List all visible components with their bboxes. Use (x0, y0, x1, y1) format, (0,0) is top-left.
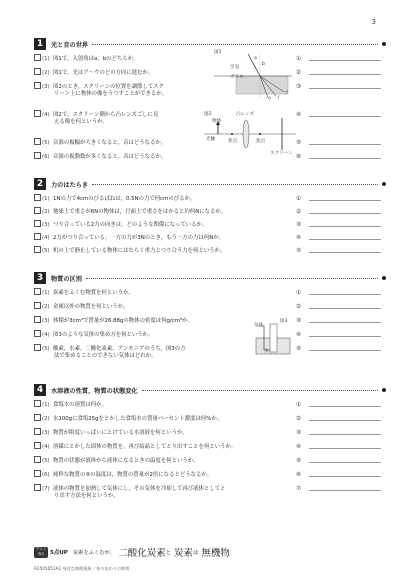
answer-field-4-7[interactable]: ⑦ (296, 484, 386, 492)
question-4-1: (1) 食塩水の溶質は何か。 (34, 400, 296, 409)
direction-u-label: ウ (267, 97, 272, 102)
section-3 (34, 272, 386, 372)
answer-field-1-2[interactable]: ② (296, 68, 386, 76)
section-title: 水溶液の性質，物質の状態変化 (51, 387, 138, 395)
checkbox[interactable] (34, 152, 41, 159)
document-code: R2505051A2 身近な物理現象／身のまわりの物質 (34, 566, 130, 571)
answer-field-2-3[interactable]: ③ (296, 220, 386, 228)
checkbox[interactable] (34, 194, 41, 201)
answer-field-3-2[interactable]: ② (296, 302, 386, 310)
answer-field-1-3[interactable]: ③ (296, 82, 386, 90)
checkbox[interactable] (34, 456, 41, 463)
answer-field-2-5[interactable]: ⑤ (296, 246, 386, 254)
section-number: 1 (34, 38, 46, 50)
checkbox[interactable] (34, 484, 41, 491)
answer-field-1-4[interactable]: ④ (296, 110, 386, 118)
bullet-dot (382, 182, 386, 186)
figure-3-label: 図3 (280, 319, 288, 324)
checkbox[interactable] (34, 207, 41, 214)
answer-field-4-5[interactable]: ⑤ (296, 456, 386, 464)
bullet-dot (382, 276, 386, 280)
checkbox[interactable] (34, 302, 41, 309)
dotted-rule (92, 184, 378, 185)
question-2-4: (4) 2力がつり合っている。一方の力が3Nのとき，もう一方の力は何Nか。 (34, 233, 296, 242)
optical-axis-label: 光軸 (206, 137, 216, 142)
page-number: 3 (371, 18, 376, 26)
answer-field-4-4[interactable]: ④ (296, 442, 386, 450)
score-up-label: 5点UP (50, 550, 68, 556)
bullet-dot (382, 388, 386, 392)
section-title: 光と音の世界 (51, 41, 89, 49)
object-label: 物体 (212, 119, 222, 124)
answer-field-4-6[interactable]: ⑥ (296, 470, 386, 478)
section-header (34, 384, 386, 396)
checkbox[interactable] (34, 246, 41, 253)
checkbox[interactable] (34, 316, 41, 323)
air-label: 空気 (230, 65, 240, 70)
answer-field-2-1[interactable]: ① (296, 194, 386, 202)
question-1-5: (5) 音源の振幅が大きくなると，音はどうなるか。 (34, 138, 296, 147)
tip-particle: は (193, 550, 199, 556)
answer-field-4-1[interactable]: ① (296, 400, 386, 408)
answer-field-1-5[interactable]: ⑤ (296, 138, 386, 146)
checkbox[interactable] (34, 68, 41, 75)
tip-emphasis-inorganic: 無機物 (201, 548, 230, 559)
question-3-3: (3) 体積が3cm³で質量が26.88gの物体の密度は何g/cm³か。 (34, 316, 296, 325)
score-badge: テスト 得点 (35, 546, 47, 556)
answer-field-1-6[interactable]: ⑥ (296, 152, 386, 160)
question-3-2: (2) 金属以外の物質を何というか。 (34, 302, 296, 311)
answer-field-3-5[interactable]: ⑤ (296, 344, 386, 352)
tip-text: 炭素をふくむが， (72, 550, 116, 556)
section-header (34, 272, 386, 284)
angle-a-label: a (254, 56, 257, 61)
answer-field-2-2[interactable]: ② (296, 207, 386, 215)
question-1-4: (4) 図2で，スクリーン側から凸レンズごしに見 える像を何というか。 (34, 110, 296, 126)
answer-field-1-1[interactable]: ① (296, 54, 386, 62)
focus-label-right: 焦点 (256, 139, 266, 144)
checkbox[interactable] (34, 288, 41, 295)
section-number: 2 (34, 178, 46, 190)
score-up-tip (34, 545, 230, 559)
answer-field-3-4[interactable]: ④ (296, 330, 386, 338)
direction-a-label: ア (284, 91, 289, 96)
checkbox[interactable] (34, 54, 41, 61)
tip-emphasis-carbon: 炭素 (174, 548, 194, 559)
checkbox[interactable] (34, 344, 41, 351)
figure-1-label: 図1 (214, 50, 222, 55)
section-header (34, 38, 386, 50)
question-4-3: (3) 物質が限度いっぱいにとけている水溶液を何というか。 (34, 428, 296, 437)
dotted-rule (142, 390, 378, 391)
tip-connector: と (165, 550, 172, 556)
checkbox[interactable] (34, 110, 41, 117)
gas-label: 気体 (254, 323, 264, 328)
section-title: 力のはたらき (51, 181, 89, 189)
checkbox[interactable] (34, 330, 41, 337)
answer-field-4-3[interactable]: ③ (296, 428, 386, 436)
question-2-2: (2) 地球上で重さが6Nの物体は，月面上で重さをはかると約何Nになるか。 (34, 207, 296, 216)
question-2-1: (1) 1Nの力で4cmのびるばねは，0.5Nの力で何cmのびるか。 (34, 194, 296, 203)
section-title: 物質の区別 (51, 275, 82, 283)
tip-emphasis-co2: 二酸化炭素 (118, 548, 166, 559)
question-4-7: (7) 液体の物質を加熱して気体にし，その気体を冷却して再び液体としてと り出す方法を何というか。 (34, 484, 296, 500)
lens-label: 凸レンズ (236, 112, 255, 117)
section-number: 3 (34, 272, 46, 284)
bullet-dot (382, 42, 386, 46)
direction-i-label: イ (276, 96, 281, 101)
angle-b-label: b (262, 62, 265, 67)
checkbox[interactable] (34, 400, 41, 407)
question-3-4: (4) 図3のような気体の集め方を何というか。 (34, 330, 296, 339)
answer-field-2-4[interactable]: ④ (296, 233, 386, 241)
checkbox[interactable] (34, 470, 41, 477)
question-1-6: (6) 音源の振動数が多くなると，音はどうなるか。 (34, 152, 296, 161)
question-1-3: (3) 図2のとき，スクリーンの位置を調節してスク リーン上に物体の像をうつすことができるか。 (34, 82, 296, 98)
answer-field-4-2[interactable]: ② (296, 414, 386, 422)
checkbox[interactable] (34, 138, 41, 145)
question-3-1: (1) 炭素をふくむ物質を何というか。 (34, 288, 296, 297)
checkbox[interactable] (34, 233, 41, 240)
checkbox[interactable] (34, 82, 41, 89)
answer-field-3-3[interactable]: ③ (296, 316, 386, 324)
water-label: 水 (264, 349, 269, 354)
checkbox[interactable] (34, 414, 41, 421)
question-1-1: (1) 図1で，入射角はa，bのどちらか。 (34, 54, 296, 63)
question-4-6: (6) 純粋な物質の⑤の温度は，物質の質量が2倍になるとどうなるか。 (34, 470, 296, 479)
screen-label: スクリーン (270, 151, 293, 156)
checkbox[interactable] (34, 220, 41, 227)
checkbox[interactable] (34, 442, 41, 449)
dotted-rule (86, 278, 378, 279)
question-1-2: (2) 図1で，光はア〜ウのどの方向に進むか。 (34, 68, 296, 77)
section-header (34, 178, 386, 190)
question-3-5: (5) 酸素，水素，二酸化炭素，アンモニアのうち，図3の方 法で集めることのできない気体はどれか。 (34, 344, 296, 360)
section-number: 4 (34, 384, 46, 396)
section-1 (34, 38, 386, 168)
dotted-rule (92, 44, 378, 45)
question-4-4: (4) 溶媒にとかした固体の物質を，再び結晶としてとり出すことを何というか。 (34, 442, 296, 451)
checkbox[interactable] (34, 428, 41, 435)
question-2-3: (3) つり合っている2力の向きは，どのような関係になっているか。 (34, 220, 296, 229)
section-2 (34, 178, 386, 258)
question-4-2: (2) 水100gに食塩25gをとかした食塩水の質量パーセント濃度は何%か。 (34, 414, 296, 423)
question-4-5: (5) 物質の状態が液体から液体になるときの温度を何というか。 (34, 456, 296, 465)
question-2-5: (5) 机の上で静止している物体にはたらく重力とつり合う力を何というか。 (34, 246, 296, 255)
figure-2-label: 図2 (204, 112, 212, 117)
answer-field-3-1[interactable]: ① (296, 288, 386, 296)
focus-label-left: 焦点 (228, 139, 238, 144)
glass-label: ガラス (230, 75, 244, 80)
section-4 (34, 384, 386, 524)
